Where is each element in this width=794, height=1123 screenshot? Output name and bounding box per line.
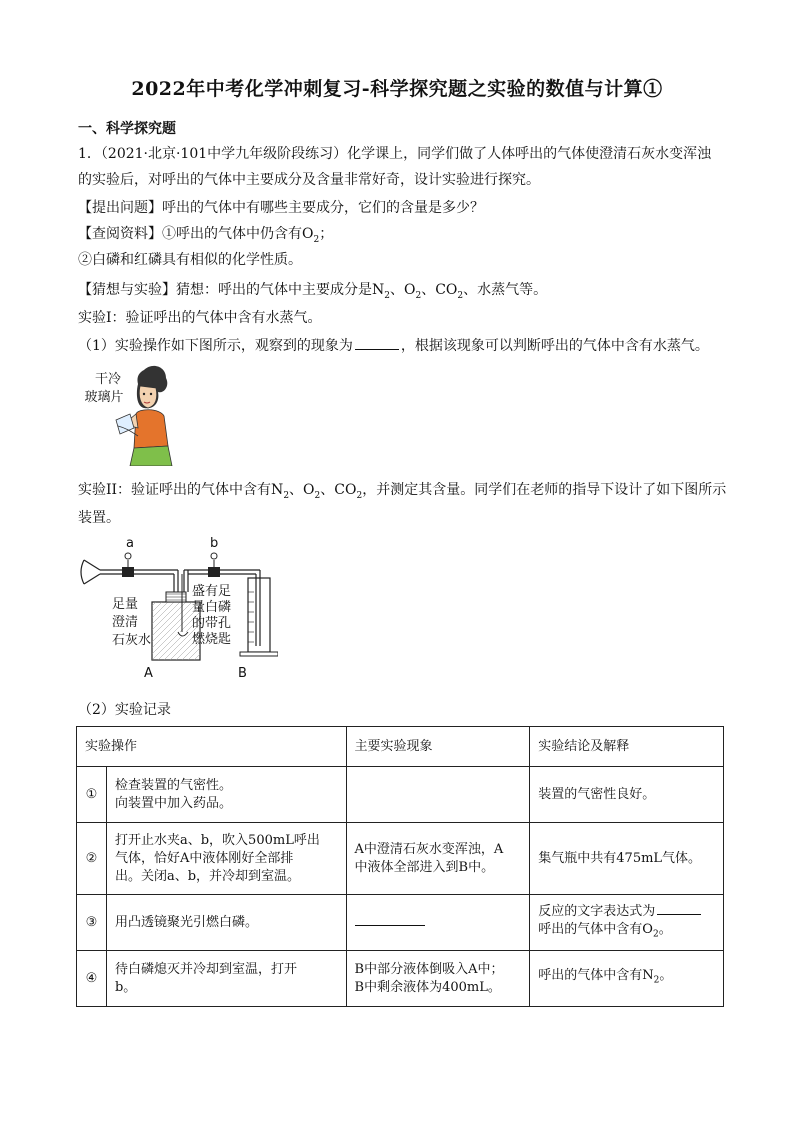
clip-b-label: b <box>210 536 219 551</box>
cell-line: 装置的气密性良好。 <box>538 786 656 802</box>
label-line: 足量 <box>112 597 139 612</box>
cell-line: B中剩余液体为400mL。 <box>354 979 501 995</box>
q1-hypothesis <box>78 278 547 308</box>
q1-question: 【提出问题】呼出的气体中有哪些主要成分，它们的含量是多少？ <box>78 200 484 216</box>
subscript: 2 <box>652 929 659 940</box>
sq1-text-b: ，根据该现象可以判断呼出的气体中含有水蒸气。 <box>400 338 709 354</box>
q1-line1: 1．（2021·北京·101中学九年级阶段练习）化学课上，同学们做了人体呼出的气体使澄清石灰水变浑浊 <box>78 146 712 162</box>
cell-line <box>538 921 715 944</box>
period: 。 <box>658 921 672 937</box>
exp2-text-a: 实验II：验证呼出的气体中含有N <box>78 482 284 498</box>
row-number: ③ <box>77 895 107 951</box>
hyp-text-b: 、O <box>389 282 416 298</box>
cell-line: 中液体全部进入到B中。 <box>354 859 495 875</box>
answer-blank[interactable] <box>355 337 399 350</box>
figure1-label-2: 玻璃片 <box>84 390 124 405</box>
hyp-text-c: 、CO <box>421 282 458 298</box>
subscript: 2 <box>283 490 290 501</box>
figure-girl-glass <box>78 362 178 466</box>
q1-material-2: ②白磷和红磷具有相似的化学性质。 <box>78 252 302 268</box>
table-header-cell: 主要实验现象 <box>346 727 530 767</box>
row-number: ② <box>77 823 107 895</box>
cell-line: B中部分液体倒吸入A中； <box>354 961 504 977</box>
subscript: 2 <box>653 975 660 986</box>
cell-line: 打开止水夹a、b，吹入500mL呼出 <box>114 832 320 848</box>
table-row <box>77 823 724 895</box>
phenomenon-cell <box>346 895 530 951</box>
label-line: 澄清 <box>112 615 139 630</box>
section-heading: 一、科学探究题 <box>78 121 176 137</box>
table-row <box>77 951 724 1007</box>
page-title: 2022年中考化学冲刺复习-科学探究题之实验的数值与计算① <box>131 78 663 100</box>
cell-line: b。 <box>114 979 137 995</box>
period: 。 <box>659 968 673 984</box>
q1-record-heading: （2）实验记录 <box>78 702 171 718</box>
cell-line: A中澄清石灰水变浑浊，A <box>354 841 504 857</box>
table-row <box>77 767 724 823</box>
operation-cell <box>106 895 346 951</box>
girl-illustration <box>78 362 178 466</box>
subscript: 2 <box>415 290 422 301</box>
operation-cell <box>106 951 346 1007</box>
conclusion-cell <box>530 823 724 895</box>
vessel-a-left-label <box>112 596 151 650</box>
exp2-text-c: 、CO <box>320 482 357 498</box>
apparatus-label-b: B <box>238 666 247 681</box>
cell-text: 呼出的气体中含有N <box>538 968 654 984</box>
label-line: 量白磷 <box>192 600 232 615</box>
operation-cell <box>106 823 346 895</box>
q1-material-1-text: 【查阅资料】①呼出的气体中仍含有O <box>78 226 314 242</box>
vessel-a-right-label <box>192 584 231 648</box>
cell-text: 呼出的气体中含有O <box>538 921 653 937</box>
q1-experiment-2-line2: 装置。 <box>78 510 120 526</box>
row-number: ① <box>77 767 107 823</box>
cell-line: 集气瓶中共有475mL气体。 <box>538 850 702 866</box>
cell-line: 检查装置的气密性。 <box>114 777 232 793</box>
q1-material-1-end: ； <box>319 226 334 242</box>
row-number: ④ <box>77 951 107 1007</box>
cell-line <box>538 902 715 921</box>
cell-line: 向装置中加入药品。 <box>114 795 232 811</box>
conclusion-cell <box>530 951 724 1007</box>
q1-experiment-1: 实验I：验证呼出的气体中含有水蒸气。 <box>78 310 322 326</box>
figure-apparatus <box>78 536 278 686</box>
q1-subquestion-1 <box>78 334 709 358</box>
answer-blank[interactable] <box>355 913 425 926</box>
answer-blank[interactable] <box>657 902 701 915</box>
subscript: 2 <box>457 290 464 301</box>
apparatus-diagram <box>78 536 278 686</box>
cell-line: 待白磷熄灭并冷却到室温，打开 <box>114 961 297 977</box>
exp2-text-d: ，并测定其含量。同学们在老师的指导下设计了如下图所示 <box>362 482 727 498</box>
clip-a-label: a <box>126 536 134 551</box>
cell-text: 反应的文字表达式为 <box>538 903 656 919</box>
label-line: 石灰水 <box>112 633 152 648</box>
subscript: 2 <box>384 290 390 301</box>
phenomenon-cell <box>346 767 530 823</box>
table-header-cell: 实验结论及解释 <box>530 727 724 767</box>
conclusion-cell <box>530 767 724 823</box>
hyp-text-d: 、水蒸气等。 <box>463 282 548 298</box>
experiment-record-table <box>76 726 724 1007</box>
apparatus-label-a: A <box>144 666 153 681</box>
cell-line: 出。关闭a、b，并冷却到室温。 <box>114 868 301 884</box>
phenomenon-cell <box>346 951 530 1007</box>
subscript: 2 <box>356 490 363 501</box>
conclusion-cell <box>530 895 724 951</box>
table-header-cell: 实验操作 <box>77 727 347 767</box>
cell-line: 气体，恰好A中液体刚好全部排 <box>114 850 294 866</box>
operation-cell <box>106 767 346 823</box>
cell-line <box>538 967 715 990</box>
q1-line2: 的实验后，对呼出的气体中主要成分及含量非常好奇，设计实验进行探究。 <box>78 172 540 188</box>
figure1-label-1: 干冷 <box>94 372 121 387</box>
label-line: 盛有足 <box>192 584 232 599</box>
subscript: 2 <box>313 234 320 245</box>
cell-line: 用凸透镜聚光引燃白磷。 <box>114 914 258 930</box>
label-line: 的带孔 <box>192 616 232 631</box>
subscript: 2 <box>314 490 321 501</box>
exp2-text-b: 、O <box>289 482 315 498</box>
table-row <box>77 895 724 951</box>
sq1-text-a: （1）实验操作如下图所示，观察到的现象为 <box>78 338 353 354</box>
phenomenon-cell <box>346 823 530 895</box>
label-line: 燃烧匙 <box>192 632 232 647</box>
hyp-text-a: 【猜想与实验】猜想：呼出的气体中主要成分是N <box>78 282 385 298</box>
table-header-row <box>77 727 724 767</box>
q1-experiment-2-line1 <box>78 478 726 508</box>
